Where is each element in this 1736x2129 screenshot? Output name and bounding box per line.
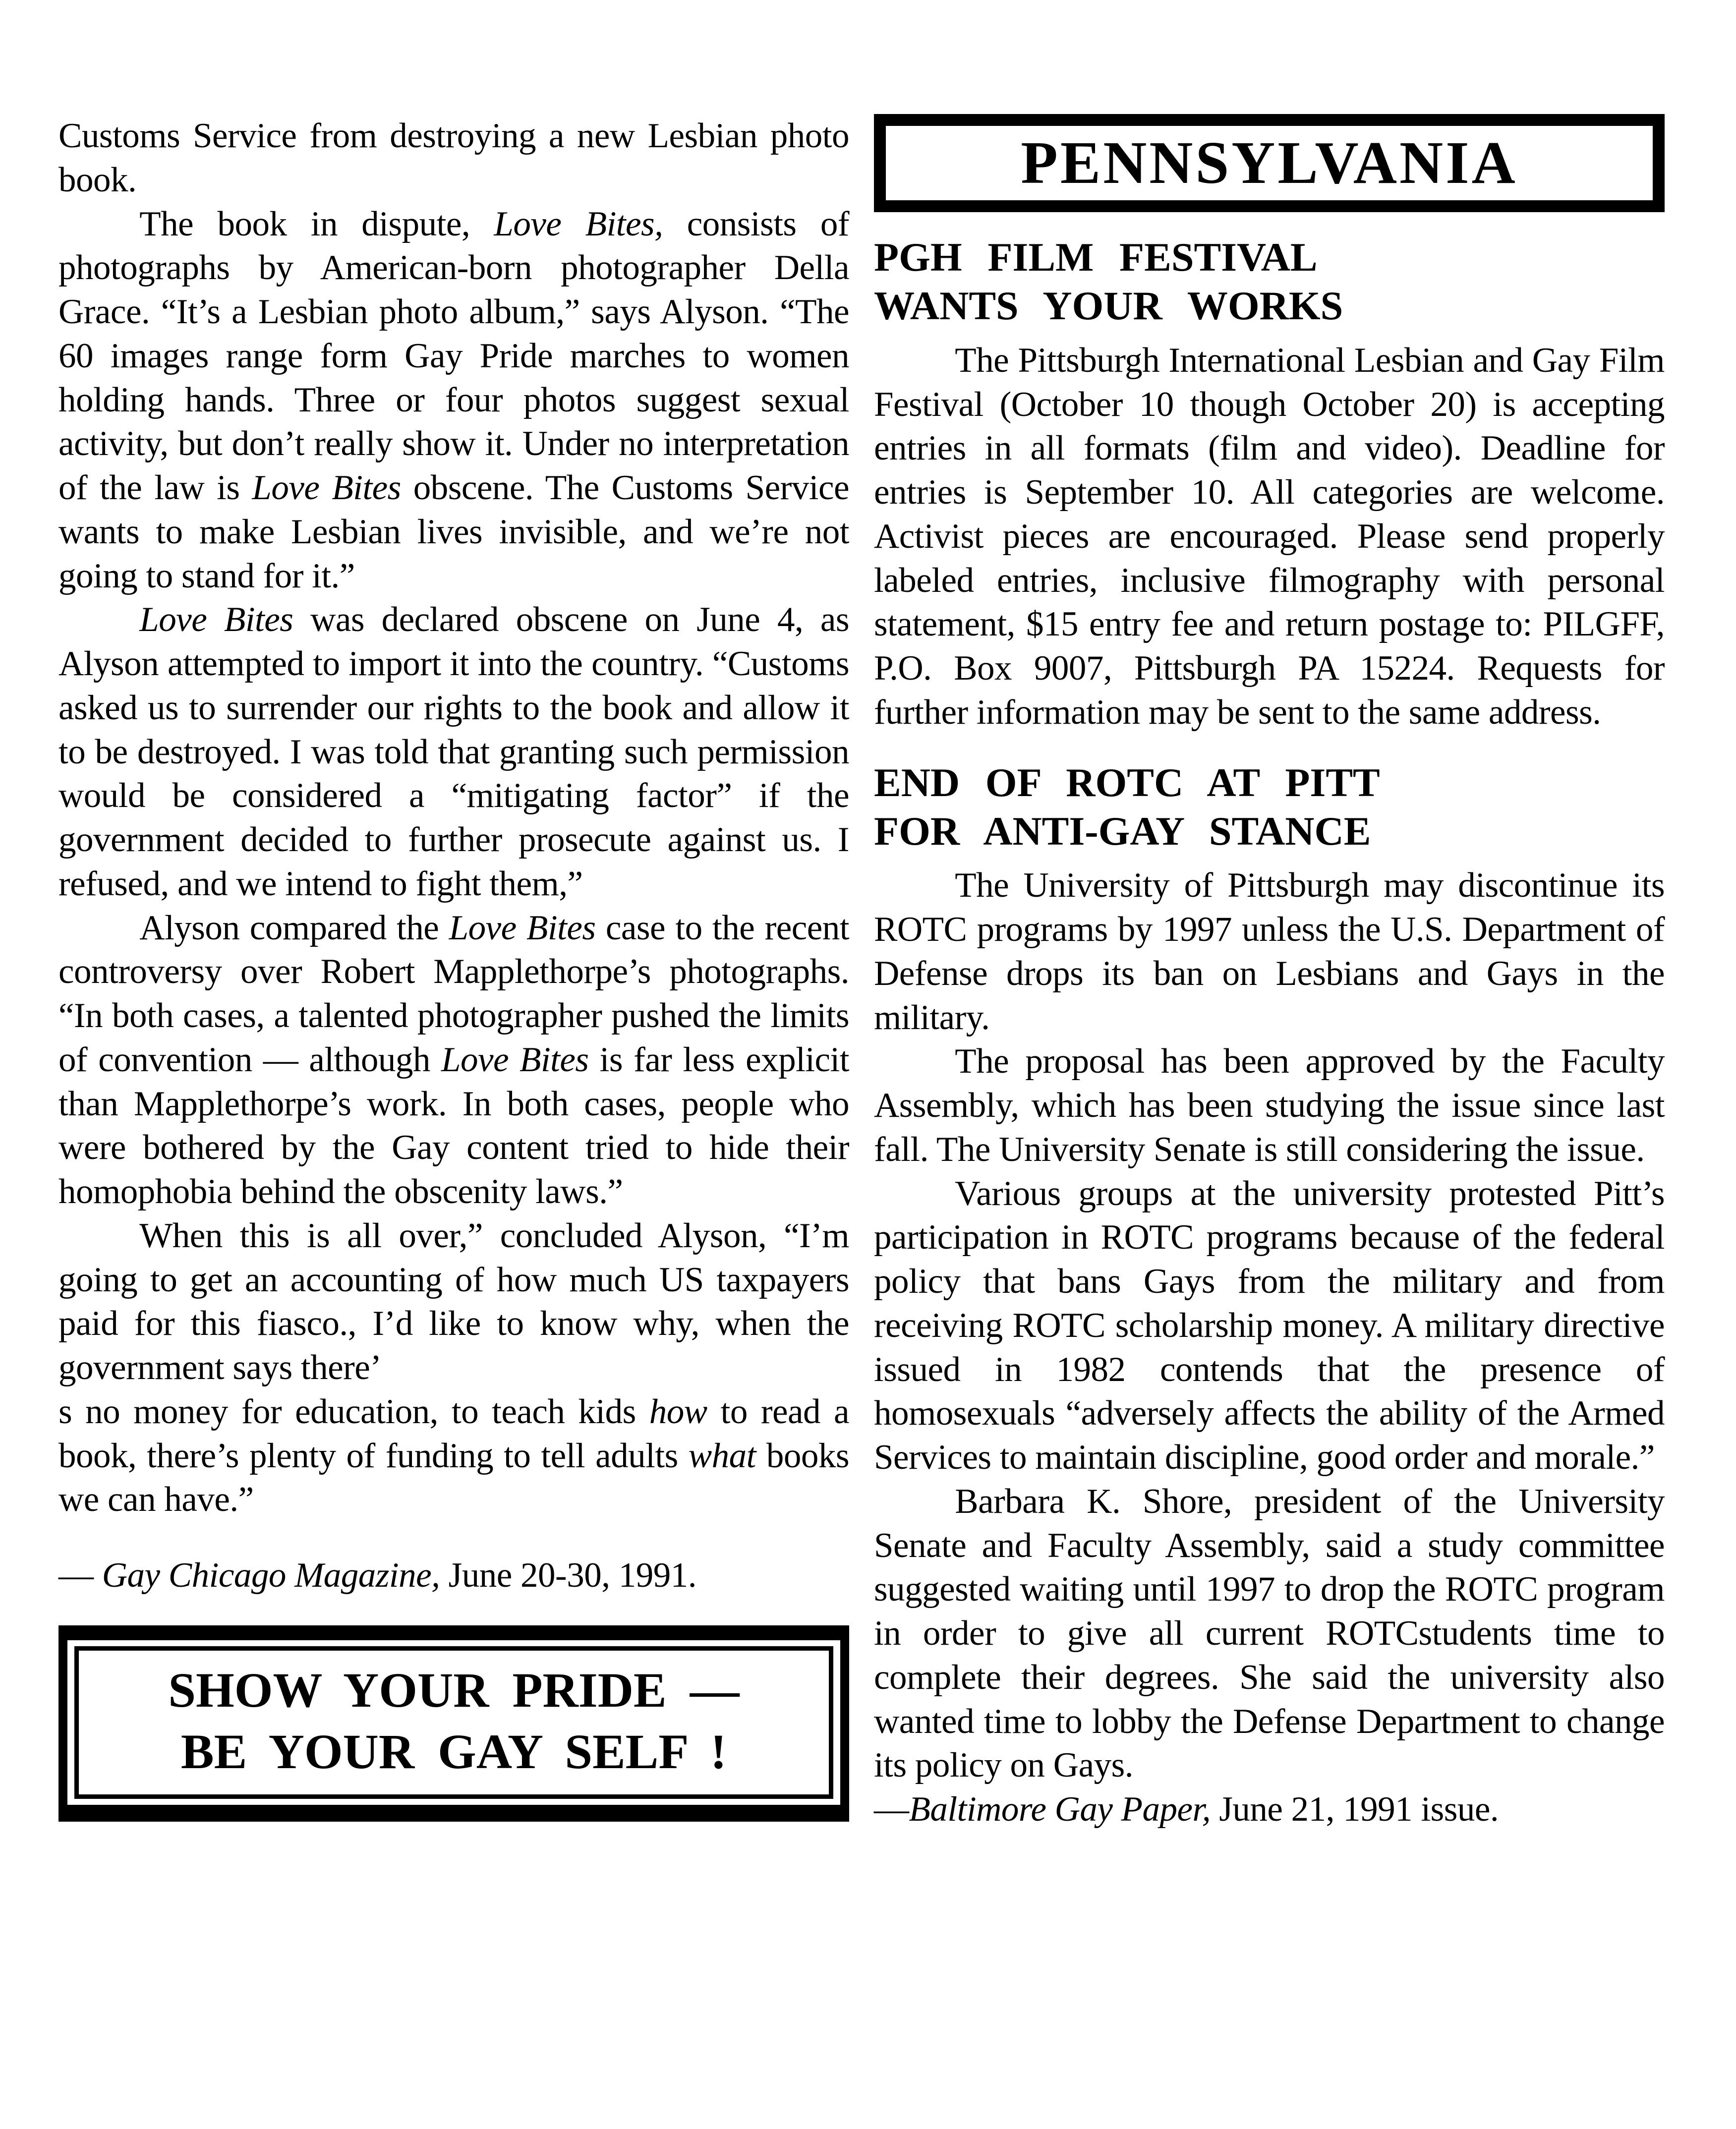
article-paragraph: Barbara K. Shore, president of the University Senate and Faculty Assembly, said a study committee suggested waiting until 1997 to drop the ROTC program in order to give all current ROTCstudents time to complete their degrees. She said the university also wanted time to lobby the Defense Department to change its policy on Gays. bbox=[874, 1482, 1665, 1785]
article-paragraph: The Pittsburgh International Lesbian and Gay Film Festival (October 10 though October 20) is accepting entries in all formats (film and video). Deadline for entries is September 10. All categories are welcome. Activist pieces are encouraged. Please send properly labeled entries, inclusive filmography with personal statement, $15 entry fee and return postage to: PILGFF, P.O. Box 9007, Pittsburgh PA 15224. Requests for further information may be sent to the same address. bbox=[874, 341, 1665, 732]
attribution-gay-chicago-magazine: — Gay Chicago Magazine, June 20-30, 1991. bbox=[58, 1556, 696, 1595]
pennsylvania-section-header bbox=[874, 114, 1665, 212]
article-paragraph: The University of Pittsburgh may discontinue its ROTC programs by 1997 unless the U.S. Department of Defense drops its ban on Lesbians and Gays in the military. bbox=[874, 866, 1665, 1037]
pennsylvania-section-header-label: PENNSYLVANIA bbox=[1021, 129, 1518, 196]
headline-line: FOR ANTI-GAY STANCE bbox=[874, 808, 1371, 854]
article-paragraph: Love Bites was declared obscene on June 4, as Alyson attempted to import it into the country. “Customs asked us to surrender our rights to the book and allow it to be destroyed. I was told that granting such permission would be considered a “mitigating factor” if the government decided to further prosecute against us. I refused, and we intend to fight them,” bbox=[58, 600, 849, 903]
article-paragraph: Various groups at the university protested Pitt’s participation in ROTC programs because of the federal policy that bans Gays from the military and from receiving ROTC scholarship money. A military directive issued in 1982 contends that the presence of homosexuals “adversely affects the ability of the Armed Services to maintain discipline, good order and morale.” bbox=[874, 1174, 1665, 1477]
headline-line: WANTS YOUR WORKS bbox=[874, 283, 1343, 329]
article-paragraph: Customs Service from destroying a new Lesbian photo book. bbox=[58, 116, 849, 199]
attribution-baltimore-gay-paper: —Baltimore Gay Paper, June 21, 1991 issue. bbox=[874, 1790, 1499, 1829]
article-paragraph: When this is all over,” concluded Alyson, “I’m going to get an accounting of how much US taxpayers paid for this fiasco., I’d like to know why, when the government says there’ bbox=[58, 1216, 849, 1387]
pride-ad-box bbox=[58, 1625, 849, 1822]
pride-ad-box-inner bbox=[74, 1646, 833, 1799]
headline-line: END OF ROTC AT PITT bbox=[874, 759, 1380, 805]
newsletter-page bbox=[58, 114, 1665, 1832]
right-column bbox=[874, 114, 1665, 1832]
pride-ad-line-2: BE YOUR GAY SELF ! bbox=[180, 1724, 727, 1779]
headline-pgh-film-festival bbox=[874, 233, 1665, 331]
headline-end-of-rotc bbox=[874, 758, 1665, 856]
article-paragraph: s no money for education, to teach kids how to read a book, there’s plenty of funding to tell adults what books we can have.” bbox=[58, 1392, 849, 1519]
article-paragraph: Alyson compared the Love Bites case to the recent controversy over Robert Mapplethorpe’s photographs. “In both cases, a talented photographer pushed the limits of convention — although Love Bites is far less explicit than Mapplethorpe’s work. In both cases, people who were bothered by the Gay content tried to hide their homophobia behind the obscenity laws.” bbox=[58, 908, 850, 1211]
article-paragraph: The book in dispute, Love Bites, consists of photographs by American-born photographer Della Grace. “It’s a Lesbian photo album,” says Alyson. “The 60 images range form Gay Pride marches to women holding hands. Three or four photos suggest sexual activity, but don’t really show it. Under no interpretation of the law is Love Bites obscene. The Customs Service wants to make Lesbian lives invisible, and we’re not going to stand for it.” bbox=[58, 204, 849, 595]
headline-line: PGH FILM FESTIVAL bbox=[874, 234, 1318, 280]
pride-ad-line-1: SHOW YOUR PRIDE — bbox=[168, 1662, 740, 1718]
left-column bbox=[58, 114, 849, 1832]
article-paragraph: The proposal has been approved by the Faculty Assembly, which has been studying the issue since last fall. The University Senate is still considering the issue. bbox=[874, 1042, 1665, 1169]
